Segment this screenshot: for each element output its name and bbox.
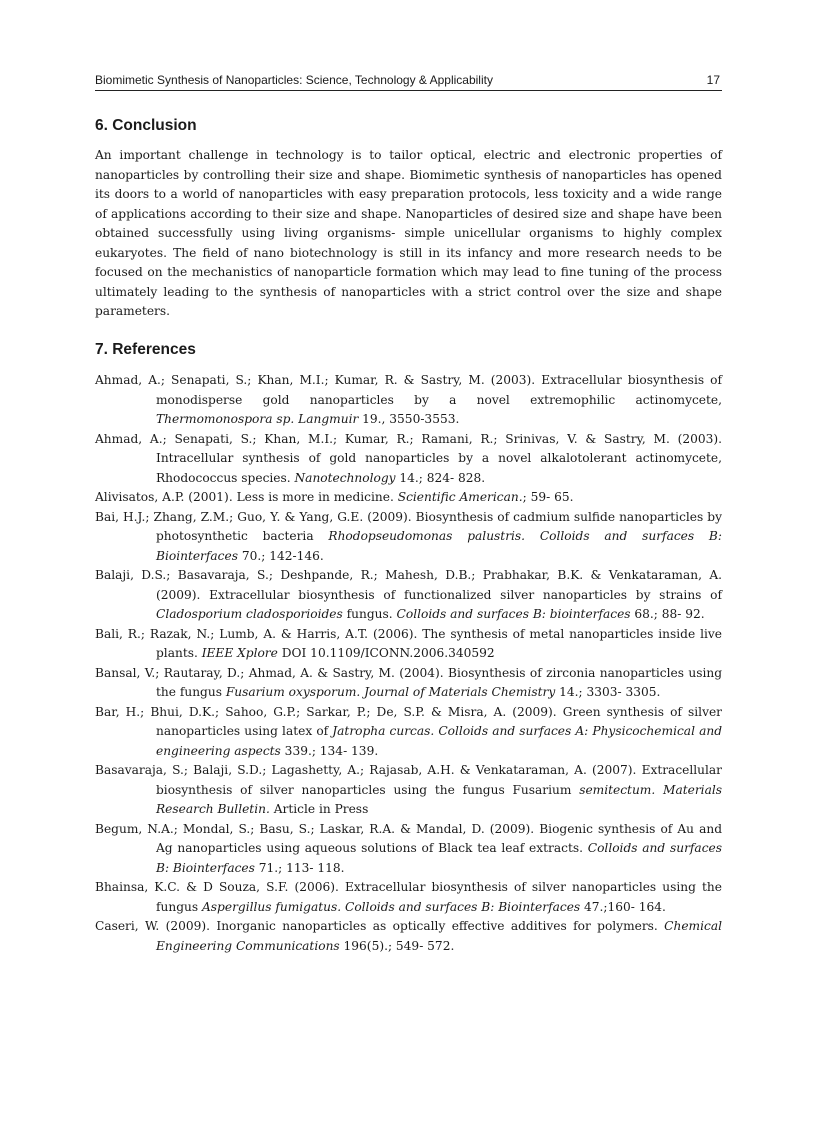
reference-item: Alivisatos, A.P. (2001). Less is more in medicine. Scientific American.; 59- 65. xyxy=(95,490,574,504)
reference-item: Bar, H.; Bhui, D.K.; Sahoo, G.P.; Sarkar, P.; De, S.P. & Misra, A. (2009). Green synthesis of silver nanoparticles using latex of Jatropha curcas. Colloids and surfaces A: Physicochemical and engineering aspects 339.; 134- 139. xyxy=(95,704,722,758)
reference-item: Ahmad, A.; Senapati, S.; Khan, M.I.; Kumar, R.; Ramani, R.; Srinivas, V. & Sastry, M. (2003). Intracellular synthesis of gold nanoparticles by a novel alkalotolerant actinomycete, Rhodococcus species. Nanotechnology 14.; 824- 828. xyxy=(95,431,722,485)
page-number: 17 xyxy=(706,73,720,87)
conclusion-paragraph: An important challenge in technology is to tailor optical, electric and electronic properties of nanoparticles by controlling their size and shape. Biomimetic synthesis of nanoparticles has opened its doors to a world of nanoparticles with easy preparation protocols, less toxicity and a wide range of applications according to their size and shape. Nanoparticles of desired size and shape have been obtained successfully using living organisms- simple unicellular organisms to highly complex eukaryotes. The field of nano biotechnology is still in its infancy and more research needs to be focused on the mechanistics of nanoparticle formation which may lead to fine tuning of the process ultimately leading to the synthesis of nanoparticles with a strict control over the size and shape parameters. xyxy=(95,148,722,318)
references-heading: 7. References xyxy=(95,341,196,358)
reference-item: Basavaraja, S.; Balaji, S.D.; Lagashetty, A.; Rajasab, A.H. & Venkataraman, A. (2007). Extracellular biosynthesis of silver nanoparticles using the fungus Fusarium semitectum. Materials Research Bulletin. Article in Press xyxy=(95,763,722,816)
reference-item: Caseri, W. (2009). Inorganic nanoparticles as optically effective additives for polymers. Chemical Engineering Communications 196(5).; 549- 572. xyxy=(95,919,722,953)
running-header xyxy=(95,70,722,91)
reference-item: Bai, H.J.; Zhang, Z.M.; Guo, Y. & Yang, G.E. (2009). Biosynthesis of cadmium sulfide nanoparticles by photosynthetic bacteria Rhodopseudomonas palustris. Colloids and surfaces B: Biointerfaces 70.; 142-146. xyxy=(95,509,722,563)
reference-item: Bansal, V.; Rautaray, D.; Ahmad, A. & Sastry, M. (2004). Biosynthesis of zirconia nanoparticles using the fungus Fusarium oxysporum. Journal of Materials Chemistry 14.; 3303- 3305. xyxy=(95,665,722,699)
running-title: Biomimetic Synthesis of Nanoparticles: Science, Technology & Applicability xyxy=(95,73,493,87)
reference-item: Bali, R.; Razak, N.; Lumb, A. & Harris, A.T. (2006). The synthesis of metal nanoparticles inside live plants. IEEE Xplore DOI 10.1109/ICONN.2006.340592 xyxy=(95,626,722,660)
reference-item: Begum, N.A.; Mondal, S.; Basu, S.; Laskar, R.A. & Mandal, D. (2009). Biogenic synthesis of Au and Ag nanoparticles using aqueous solutions of Black tea leaf extracts. Colloids and surfaces B: Biointerfaces 71.; 113- 118. xyxy=(95,821,722,875)
reference-item: Balaji, D.S.; Basavaraja, S.; Deshpande, R.; Mahesh, D.B.; Prabhakar, B.K. & Venkataraman, A. (2009). Extracellular biosynthesis of functionalized silver nanoparticles by strains of Cladosporium cladosporioides fungus. Colloids and surfaces B: biointerfaces 68.; 88- 92. xyxy=(95,568,722,621)
reference-item: Bhainsa, K.C. & D Souza, S.F. (2006). Extracellular biosynthesis of silver nanoparticles using the fungus Aspergillus fumigatus. Colloids and surfaces B: Biointerfaces 47.;160- 164. xyxy=(95,880,722,914)
reference-item: Ahmad, A.; Senapati, S.; Khan, M.I.; Kumar, R. & Sastry, M. (2003). Extracellular biosynthesis of monodisperse gold nanoparticles by a novel extremophilic actinomycete, Thermomonospora sp. Langmuir 19., 3550-3553. xyxy=(95,373,722,426)
conclusion-heading: 6. Conclusion xyxy=(95,117,197,134)
reference-list xyxy=(95,371,722,956)
